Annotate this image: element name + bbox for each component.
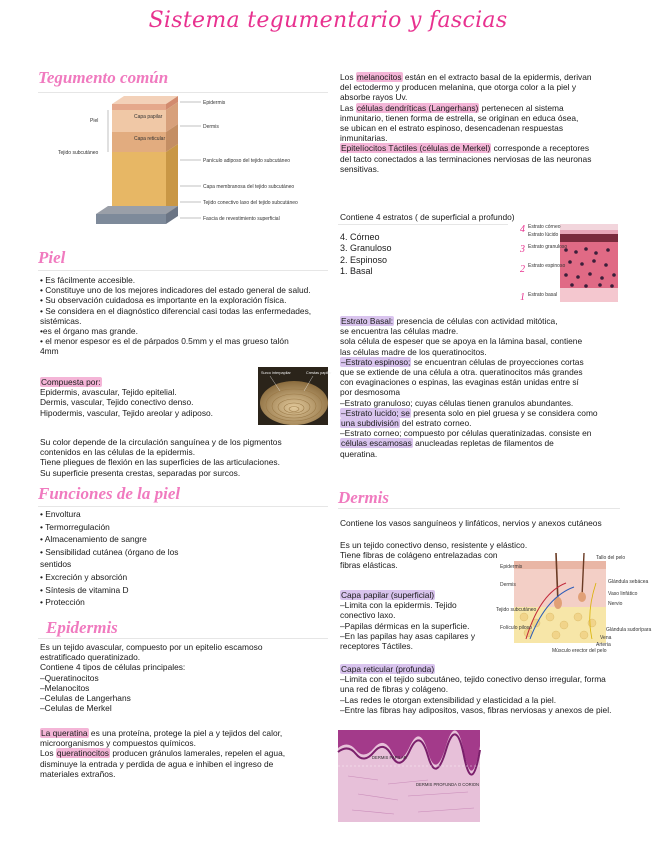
melanocitos-highlight: melanocitos — [356, 72, 402, 82]
bullet: •es el órgano mas grande. — [40, 326, 138, 337]
dermis-intro: Contiene los vasos sanguíneos y linfáticos, nervios y anexos cutáneos — [340, 518, 602, 528]
svg-text:Glándula sudorípara: Glándula sudorípara — [606, 627, 652, 633]
estratos-figure — [516, 220, 620, 304]
skin-cross-section-figure — [496, 553, 652, 655]
bullet: • Constituye uno de los mejores indicadores del estado general de salud. — [40, 285, 311, 296]
epidermis-heading: Epidermis — [46, 618, 118, 637]
svg-text:Folículo piloso: Folículo piloso — [500, 625, 532, 631]
reticular-layer — [112, 132, 166, 152]
bullet: • Su observación cuidadosa es importante en la exploración física. — [40, 295, 287, 306]
svg-text:Epidermis: Epidermis — [203, 100, 226, 106]
svg-text:3: 3 — [520, 244, 525, 255]
svg-text:DERMIS PAPILAR: DERMIS PAPILAR — [372, 755, 407, 760]
bullet: • el menor espesor es el de párpados 0.5mm y el mas grueso talón — [40, 336, 289, 347]
dermis-heading: Dermis — [338, 488, 389, 507]
compuesta-item: Dermis, vascular, Tejido conectivo denso. — [40, 397, 194, 408]
melanocitos-text: Los melanocitos están en el extracto basal de la epidermis, derivan del ectodermo y producen melanina, que otorga color a la piel y absorbe rayos Uv. Las células dendríticas (Langerhans) pertenecen al sistema inmunitario, tienen forma de estrella, se originan en educa ósea, se ubican en el estrato espinoso, desencadenan respuestas inmunitarias. Epitelíocitos Táctiles (células de Merkel) corresponde a receptores del tacto conectados a las terminaciones nerviosas de las neuronas sensitivas. — [340, 72, 592, 174]
svg-text:Tejido subcutáneo: Tejido subcutáneo — [58, 150, 99, 156]
merkel-highlight: Epitelíocitos Táctiles (células de Merkel) — [341, 143, 491, 154]
fascia-layer — [96, 214, 166, 224]
svg-text:Panículo adiposo del tejido su: Panículo adiposo del tejido subcutáneo — [203, 158, 291, 164]
svg-text:Estrato granuloso: Estrato granuloso — [528, 244, 568, 250]
svg-text:Tallo del pelo: Tallo del pelo — [596, 555, 626, 561]
svg-text:Capa reticular: Capa reticular — [134, 136, 166, 142]
estrato-item: 2. Espinoso — [340, 254, 388, 265]
papilar-block: Capa papilar (superficial) –Limita con la epidermis. Tejido conectivo laxo. –Papilas dérmicas en la superficie. –En las papilas hay asas capilares y receptores Táctiles. — [340, 590, 476, 652]
compuesta-item: Epidermis, avascular, Tejido epitelial. — [40, 387, 177, 398]
svg-text:Dermis: Dermis — [500, 582, 516, 588]
divider — [38, 270, 328, 271]
langerhans-highlight: células dendríticas (Langerhans) — [356, 102, 479, 113]
svg-text:Estrato lúcido: Estrato lúcido — [528, 232, 559, 238]
svg-text:Capa papilar: Capa papilar — [134, 114, 163, 120]
page-title: Sistema tegumentario y fascias — [148, 8, 508, 33]
svg-text:Vaso linfático: Vaso linfático — [608, 591, 638, 597]
piel-heading: Piel — [38, 248, 66, 267]
espinoso-highlight: –Estrato espinoso; — [341, 356, 411, 367]
svg-text:Tejido subcutáneo: Tejido subcutáneo — [496, 607, 537, 613]
svg-text:Piel: Piel — [90, 118, 99, 124]
svg-text:1: 1 — [520, 292, 525, 303]
color-text: Su color depende de la circulación sanguínea y de los pigmentos contenidos en las células de la epidermis. Tiene pliegues de flexión en las superficies de las articulaciones. Su superficie presenta crestas, separadas por surcos. — [40, 437, 282, 478]
divider — [338, 508, 620, 509]
funcion-item: • Protección — [40, 597, 85, 608]
svg-text:Arteria: Arteria — [596, 642, 611, 648]
tegumento-heading: Tegumento común — [38, 68, 169, 87]
queratina-highlight: La queratina — [41, 728, 88, 738]
bullet: 4mm — [40, 346, 59, 357]
svg-text:Músculo erector del pelo: Músculo erector del pelo — [552, 648, 607, 654]
svg-text:Glándula sebácea: Glándula sebácea — [608, 579, 649, 585]
compuesta-item: Hipodermis, vascular, Tejido areolar y adiposo. — [40, 407, 214, 418]
svg-text:Fascia de revestimiento superf: Fascia de revestimiento superficial — [203, 216, 280, 222]
epidermis-text: Es un tejido avascular, compuesto por un epitelio escamoso estratificado queratinizado. Contiene 4 tipos de células principales: –Queratinocitos –Melanocitos –Celulas de Langerhans –Celulas de Merkel — [40, 642, 263, 714]
estratos-heading: Contiene 4 estratos ( de superficial a profundo) — [340, 212, 515, 222]
svg-text:Dermis: Dermis — [203, 124, 219, 130]
svg-text:2: 2 — [520, 264, 525, 275]
divider — [38, 506, 328, 507]
svg-text:DERMIS PROFUNDA O CORION: DERMIS PROFUNDA O CORION — [416, 782, 480, 787]
svg-text:Capa membranosa del tejido sub: Capa membranosa del tejido subcutáneo — [203, 184, 295, 190]
bullet: sistémicas. — [40, 315, 82, 326]
funcion-item: sentidos — [40, 559, 72, 570]
svg-text:Surco interpapilar: Surco interpapilar — [261, 371, 291, 375]
queratina-text: La queratina es una proteína, protege la piel a y tejidos del calor, microorganismos y compuestos químicos. Los queratinocitos producen gránulos lamerales, repelen el agua, disminuye la entrada y perdida de agua e inhiben el ingreso de materiales extraños. — [40, 728, 286, 779]
funcion-item: • Envoltura — [40, 509, 81, 519]
funcion-item: • Termorregulación — [40, 521, 110, 532]
funcion-item: • Almacenamiento de sangre — [40, 534, 147, 545]
funcion-item: • Sensibilidad cutánea (órgano de los — [40, 546, 179, 557]
divider — [38, 638, 328, 639]
compuesta-block — [40, 377, 250, 418]
estrato-item: 3. Granuloso — [340, 243, 392, 254]
bullet: • Es fácilmente accesible. — [40, 275, 136, 285]
svg-text:Tejido conectivo laxo del teji: Tejido conectivo laxo del tejido subcutáneo — [203, 200, 298, 206]
svg-text:Crestas papilar: Crestas papilar — [306, 371, 332, 375]
basal-highlight: Estrato Basal: — [341, 316, 394, 326]
funcion-item: • Síntesis de vitamina D — [40, 584, 129, 595]
bullet: • Se considera en el diagnóstico diferencial casi todas las enfermedades, — [40, 305, 312, 316]
funciones-heading: Funciones de la piel — [38, 484, 181, 503]
estrato-item: 4. Córneo — [340, 232, 380, 242]
subcutaneous-layer — [112, 152, 166, 214]
funcion-item: • Excreción y absorción — [40, 571, 128, 582]
divider — [338, 224, 508, 225]
dermis-histology-photo — [338, 730, 480, 822]
reticular-heading: Capa reticular (profunda) — [341, 664, 435, 674]
estrato-item: 1. Basal — [340, 266, 373, 277]
piel-bullets — [40, 275, 330, 357]
compuesta-label: Compuesta por: — [41, 377, 101, 387]
svg-text:4: 4 — [520, 224, 525, 235]
subdivision-highlight: una subdivisión — [341, 418, 399, 429]
svg-text:Vena: Vena — [600, 635, 612, 641]
svg-text:Estrato córneo: Estrato córneo — [528, 224, 561, 230]
funciones-list — [40, 508, 270, 609]
papilar-heading: Capa papilar (superficial) — [341, 590, 435, 600]
reticular-block: Capa reticular (profunda) –Limita con el tejido subcutáneo, tejido conectivo denso irregular, forma una red de fibras y colágeno. –Las redes le otorgan extensibilidad y elasticidad a la piel. –Entre las fibras hay adipositos, vasos, fibras nerviosas y anexos de piel. — [340, 664, 612, 715]
svg-text:Estrato espinoso: Estrato espinoso — [528, 263, 566, 269]
svg-text:Epidermis: Epidermis — [500, 564, 523, 570]
escamosas-highlight: células escamosas — [341, 438, 412, 449]
epidermis-layer — [112, 104, 166, 110]
divider — [38, 92, 328, 93]
svg-text:Estrato basal: Estrato basal — [528, 292, 558, 298]
dermis-tejido: Es un tejido conectivo denso, resistente y elástico. Tiene fibras de colágeno entrelazadas con fibras elásticas. — [340, 540, 528, 571]
fingerprint-photo — [258, 367, 332, 425]
queratinocitos-highlight: queratinocitos — [56, 748, 109, 759]
svg-text:Nervio: Nervio — [608, 601, 623, 607]
estratos-list — [340, 232, 460, 278]
lucido-highlight: –Estrato lucido; se — [341, 407, 410, 418]
basal-text: Estrato Basal: presencia de células con actividad mitótica, se encuentra las células madre. sola célula de espeser que se apoya en la lámina basal, contiene las células madre de los queratinocitos. –Estrato espinoso; se encuentran células de proyecciones cortas que se extiende de una célula a otra. queratinocitos más grandes con evaginaciones o espinas, las evaginas están unidas entre sí por desmosoma –Estrato granuloso; cuyas células tienen granulos abundantes. –Estrato lucido; se presenta solo en piel gruesa y se considera como una subdivisión del estrato corneo. –Estrato corneo; compuesto por células queratinizadas. consiste en células escamosas anucleadas repletas de filamentos de queratina. — [340, 316, 598, 459]
skin-layers-figure — [56, 96, 298, 242]
